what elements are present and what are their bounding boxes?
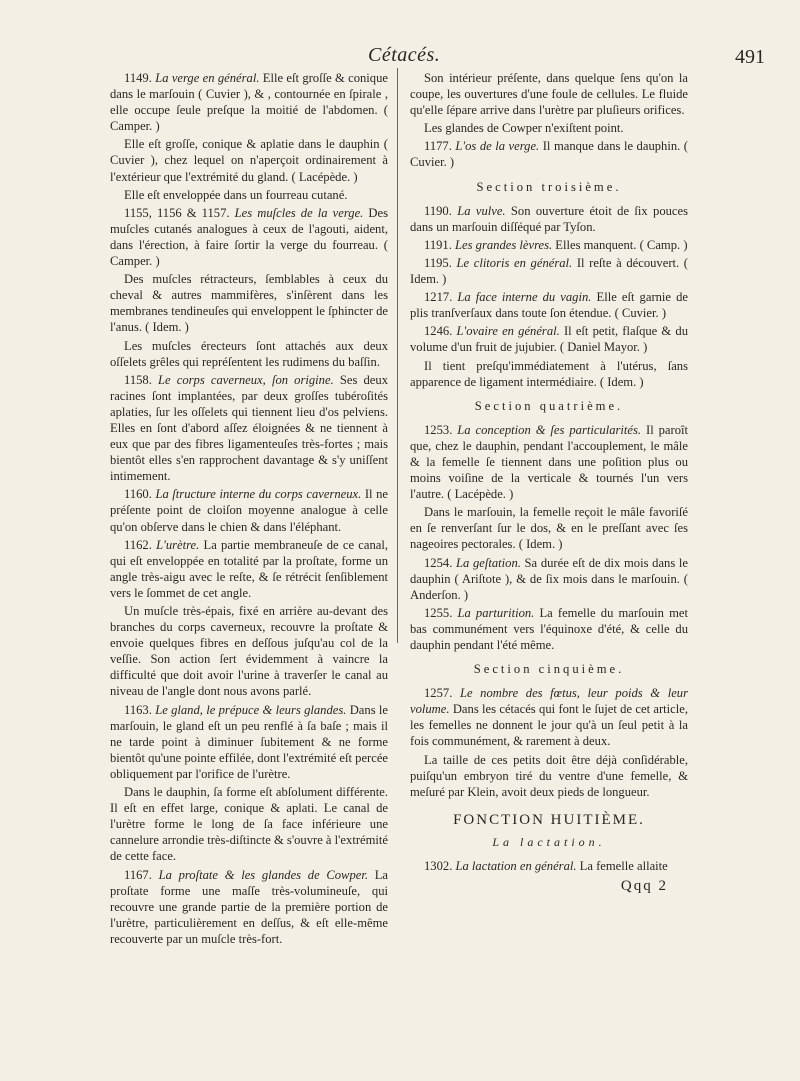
article-number: 1158. [124, 372, 159, 387]
article-lemma: L'os de la verge. [455, 139, 540, 154]
article-text: Elle eſt garnie de plis tranſverſaux dans toute ſon étendue. ( Cuvier. ) [410, 290, 688, 321]
article-text: Il paroît que, chez le dauphin, pendant l'accouplement, le mâle & la femelle ſe tiennent dans une poſition plus ou moins voiſine de la verticale & tournés l'un vers l'autre. ( Lacépède. ) [410, 422, 688, 502]
lactation-heading: La lactation. [492, 834, 606, 849]
article-number: 1217. [424, 290, 458, 305]
article-text: Elles manquent. ( Camp. ) [552, 237, 688, 252]
article-number: 1167. [124, 867, 159, 882]
article-lemma: Le corps caverneux, ſon origine. [158, 372, 334, 387]
article-text: Elle eſt enveloppée dans un fourreau cutané. [124, 187, 348, 202]
article-text: La taille de ces petits doit être déjà conſidérable, puiſqu'un embryon tiré du ventre d'une femelle, & meſuré par Klein, avoit deux pieds de longueur. [410, 752, 688, 799]
paragraph [110, 338, 388, 370]
article-text: Dans le marſouin, la femelle reçoit le mâle favoriſé en ſe renverſant ſur le dos, & en le preſſant avec ſes nageoires pectorales. ( Idem. ) [410, 505, 688, 552]
article-text: Il tient preſqu'immédiatement à l'utérus, ſans apparence de ligament intermédiaire. ( Idem. ) [410, 358, 688, 389]
paragraph [410, 120, 688, 136]
paragraph [110, 70, 388, 134]
article-number: 1253. [424, 422, 458, 437]
paragraph [410, 605, 688, 653]
section-5-entries [410, 685, 688, 800]
paragraph [110, 702, 388, 782]
signature-mark: Qqq 2 [620, 878, 668, 895]
article-number: 1162. [124, 537, 157, 552]
paragraph [110, 136, 388, 184]
article-text: Son intérieur préſente, dans quelque ſens qu'on la coupe, les ouvertures d'une foule de cellules. Le fluide qu'elle ſépare arrive dans l'urètre par pluſieurs orifices. [410, 71, 688, 118]
paragraph [110, 372, 388, 485]
paragraph [410, 70, 688, 118]
right-intro [410, 70, 688, 171]
section-heading-5: Section cinquième. [473, 662, 625, 677]
article-lemma: L'ovaire en général. [456, 324, 560, 339]
page-number: 491 [735, 46, 765, 68]
article-text: Son ouverture étoit de ſix pouces dans un marſouin diſſéqué par Tyſon. [410, 203, 688, 234]
article-text: Il ne préſente point de cloiſon moyenne analogue à celle qu'on obſerve dans le chien & dans l'éléphant. [110, 487, 388, 534]
paragraph [410, 255, 688, 287]
paragraph [110, 486, 388, 534]
article-number: 1149. [124, 71, 156, 85]
column-divider [397, 68, 398, 643]
article-number: 1246. [424, 324, 457, 339]
article-lemma: La proſtate & les glandes de Cowper. [158, 867, 368, 882]
article-lemma: La parturition. [457, 605, 535, 620]
right-column [410, 70, 688, 896]
article-lemma: La face interne du vagin. [457, 290, 592, 305]
article-number: 1190. [424, 203, 458, 218]
section-4-entries [410, 422, 688, 653]
article-text: Il reſte à découvert. ( Idem. ) [410, 255, 688, 287]
article-lemma: La verge en général. [155, 71, 260, 85]
paragraph [110, 603, 388, 700]
article-text: Il eſt petit, flaſque & du volume d'un fruit de jujubier. ( Daniel Mayor. ) [410, 324, 688, 355]
paragraph [110, 867, 388, 947]
article-number: 1191. [424, 237, 456, 252]
fonction-heading: FONCTION HUITIÈME. [453, 811, 645, 828]
article-lemma: Les muſcles de la verge. [234, 205, 364, 220]
paragraph [410, 858, 688, 874]
article-number: 1195. [424, 255, 457, 270]
article-lemma: La vulve. [457, 203, 506, 218]
paragraph [410, 752, 688, 800]
section-heading-3: Section troisième. [476, 179, 622, 194]
article-text: Sa durée eſt de dix mois dans le dauphin ( Ariſtote ), & de ſix mois dans le marſouin. ( Anderſon. ) [410, 555, 688, 602]
paragraph [110, 271, 388, 335]
article-text: Elle eſt groſſe, conique & aplatie dans le dauphin ( Cuvier ), chez lequel on n'aperçoit ordinairement à l'extérieur que l'extrémité du gland. ( Lacépède. ) [110, 137, 388, 184]
article-lemma: La conception & ſes particularités. [457, 422, 642, 437]
article-text: Il manque dans le dauphin. ( Cuvier. ) [410, 139, 688, 170]
article-text: Elle eſt groſſe & conique dans le marſouin ( Cuvier ), & , contournée en ſpirale , elle occupe ſeule preſque la moitié de l'abdomen. ( Camper. ) [110, 71, 388, 134]
final-entry [410, 858, 688, 874]
article-text: Des muſcles cutanés analogues à ceux de l'agouti, aident, dans l'érection, à faire ſortir la verge du fourreau. ( Camper. ) [110, 205, 389, 269]
article-text: Dans le dauphin, ſa forme eſt abſolument différente. Il eſt en effet large, conique & aplati. Le canal de l'urètre forme le long de ſa face inférieure une cannelure arrondie très-diſtincte & s'ouvre à l'extrémité de cette face. [110, 785, 388, 864]
article-lemma: La geſtation. [456, 555, 521, 570]
article-lemma: Les grandes lèvres. [455, 237, 553, 252]
article-lemma: L'urètre. [156, 537, 200, 552]
article-number: 1255. [424, 605, 458, 620]
article-text: La femelle allaite [576, 859, 668, 874]
paragraph [410, 138, 688, 170]
article-number: 1254. [424, 555, 456, 570]
section-3-entries [410, 203, 688, 390]
paragraph [110, 784, 388, 864]
article-number: 1163. [124, 702, 156, 717]
paragraph [410, 422, 688, 502]
article-number: 1302. [424, 859, 456, 874]
paragraph [410, 358, 688, 390]
article-text: Ses deux racines ſont implantées, par deux groſſes tubéroſités aplaties, ſur les oſſelets qui tiennent lieu d'os pelviens. Elles en ſont d'abord aſſez éloignées & ne tiennent à eux que par des fibres ligamenteuſes très-fortes ; mais bientôt elles s'en rapprochent davantage & s'y uniſſent intimement. [110, 372, 388, 484]
article-lemma: La ſtructure interne du corps caverneux. [155, 487, 362, 502]
article-number: 1257. [424, 686, 460, 701]
article-number: 1177. [424, 139, 456, 154]
article-lemma: Le nombre des fœtus, leur poids & leur volume. [410, 686, 688, 717]
paragraph [410, 203, 688, 235]
article-text: Un muſcle très-épais, fixé en arrière au-devant des branches du corps caverneux, recouvre la proſtate & envoie quelques fibres en deſſous juſqu'au col de la veſſie. Son action ſert évidemment à vaincre la difficulté que doit avoir l'urine à traverſer le canal au niveau de l'angle dont nous avons parlé. [110, 604, 388, 699]
section-heading-4: Section quatrième. [474, 398, 624, 413]
paragraph [110, 537, 388, 601]
paragraph [410, 685, 688, 749]
article-text: La proſtate forme une maſſe très-volumineuſe, qui recouvre une grande partie de la première portion de l'urètre, particulièrement en deſſus, & eſt elle-même recouverte par un muſcle très-fort. [110, 867, 388, 946]
running-head [0, 26, 800, 66]
article-text: Dans le marſouin, le gland eſt un peu renflé à ſa baſe ; mais il ne tarde point à diminuer ſubitement & ne forme bientôt qu'une pointe effilée, dont l'extrémité eſt percée obliquement par l'orifice de l'urètre. [110, 702, 388, 781]
article-lemma: Le gland, le prépuce & leurs glandes. [155, 702, 347, 717]
paragraph [410, 237, 688, 253]
article-number: 1155, 1156 & 1157. [124, 205, 235, 220]
article-text: Des muſcles rétracteurs, ſemblables à ceux du cheval & autres mammifères, s'inſèrent dans les membranes tendineuſes qui enveloppent le ſphincter de l'anus. ( Idem. ) [110, 272, 388, 335]
article-lemma: La lactation en général. [455, 859, 577, 874]
article-text: Les glandes de Cowper n'exiſtent point. [424, 121, 624, 136]
left-column [110, 70, 388, 949]
article-text: Les muſcles érecteurs ſont attachés aux deux oſſelets grêles qui repréſentent les rudimens du baſſin. [110, 338, 388, 369]
paragraph [410, 504, 688, 552]
article-text: Dans les cétacés qui font le ſujet de cet article, les femelles ne donnent le jour qu'à un ſeul petit à la fois communément, & rarement à deux. [410, 702, 688, 749]
paragraph [410, 323, 688, 355]
paragraph [410, 555, 688, 603]
article-text: La femelle du marſouin met bas communément vers l'équinoxe d'été, & celle du dauphin pendant l'été même. [410, 605, 688, 652]
article-number: 1160. [124, 487, 156, 502]
running-title: Cétacés. [368, 44, 441, 66]
paragraph [110, 187, 388, 203]
article-text: La partie membraneuſe de ce canal, qui eſt enveloppée en totalité par la proſtate, forme un angle très-aigu avec le reſte, & ſe rétrécit ſenſiblement vers le ſommet de cet angle. [110, 537, 388, 600]
article-lemma: Le clitoris en général. [456, 255, 573, 270]
paragraph [110, 205, 388, 269]
paragraph [410, 289, 688, 321]
